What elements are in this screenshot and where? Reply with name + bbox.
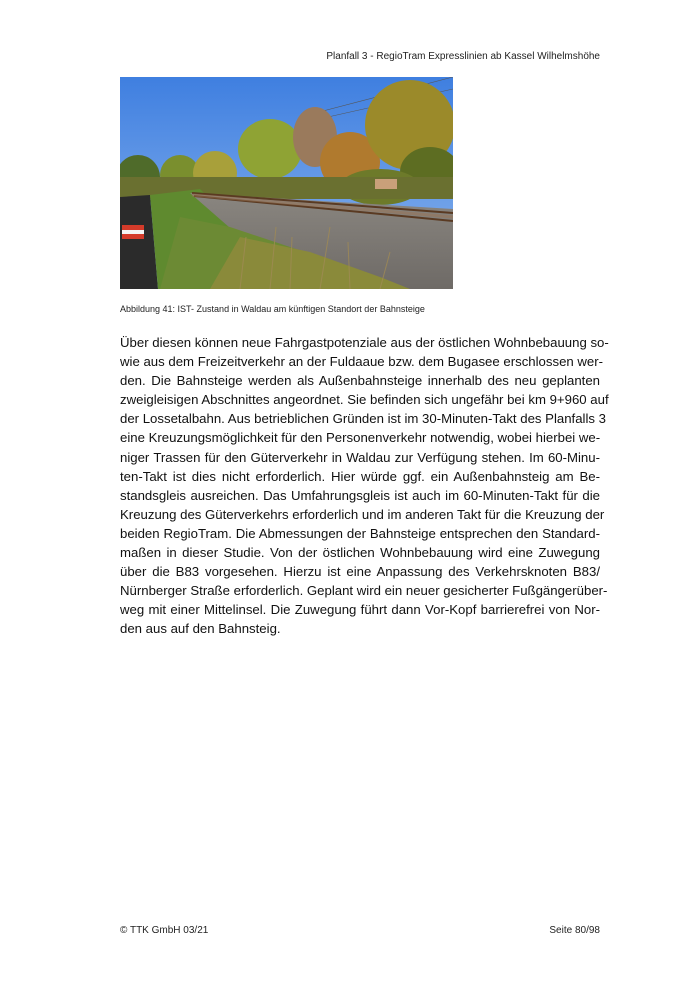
body-line: niger Trassen für den Güterverkehr in Waldau zur Verfügung stehen. Im 60-Minu- bbox=[120, 449, 600, 465]
body-line: den. Die Bahnsteige werden als Außenbahnsteige innerhalb des neu geplanten bbox=[120, 373, 600, 389]
footer-page-number: Seite 80/98 bbox=[549, 925, 600, 936]
body-line: standsgleis ausreichen. Das Umfahrungsgleis ist auch im 60-Minuten-Takt für die bbox=[120, 487, 600, 503]
page-header: Planfall 3 - RegioTram Expresslinien ab Kassel Wilhelmshöhe bbox=[326, 51, 600, 62]
body-line: wie aus dem Freizeitverkehr an der Fuldaaue bzw. dem Bugasee erschlossen wer- bbox=[120, 354, 604, 370]
body-line: weg mit einer Mittelinsel. Die Zuwegung führt dann Vor-Kopf barrierefrei von Nor- bbox=[120, 602, 600, 618]
footer-copyright: © TTK GmbH 03/21 bbox=[120, 925, 209, 936]
body-line: über die B83 vorgesehen. Hierzu ist eine Anpassung des Verkehrsknoten B83/ bbox=[120, 564, 600, 580]
body-line: der Lossetalbahn. Aus betrieblichen Gründen ist im 30-Minuten-Takt des Planfalls 3 bbox=[120, 411, 607, 427]
body-line: zweigleisigen Abschnittes angeordnet. Sie befinden sich ungefähr bei km 9+960 auf bbox=[120, 392, 609, 408]
figure-caption: Abbildung 41: IST- Zustand in Waldau am künftigen Standort der Bahnsteige bbox=[120, 304, 425, 314]
body-line: Über diesen können neue Fahrgastpotenziale aus der östlichen Wohnbebauung so- bbox=[120, 335, 609, 350]
body-text bbox=[120, 333, 609, 639]
body-line: eine Kreuzungsmöglichkeit für den Personenverkehr notwendig, wobei hierbei we- bbox=[120, 430, 601, 446]
body-line: den aus auf den Bahnsteig. bbox=[120, 621, 281, 637]
body-line: Nürnberger Straße erforderlich. Geplant wird ein neuer gesicherter Fußgängerüber- bbox=[120, 583, 608, 599]
body-line: beiden RegioTram. Die Abmessungen der Bahnsteige entsprechen den Standard- bbox=[120, 525, 600, 541]
body-line: ten-Takt ist dies nicht erforderlich. Hier würde ggf. ein Außenbahnsteig am Be- bbox=[120, 468, 600, 484]
railway-photo bbox=[120, 77, 453, 289]
body-line: Kreuzung des Güterverkehrs erforderlich und im anderen Takt für die Kreuzung der bbox=[120, 506, 605, 522]
body-line: maßen in dieser Studie. Von der östlichen Wohnbebauung wird eine Zuwegung bbox=[120, 545, 600, 561]
